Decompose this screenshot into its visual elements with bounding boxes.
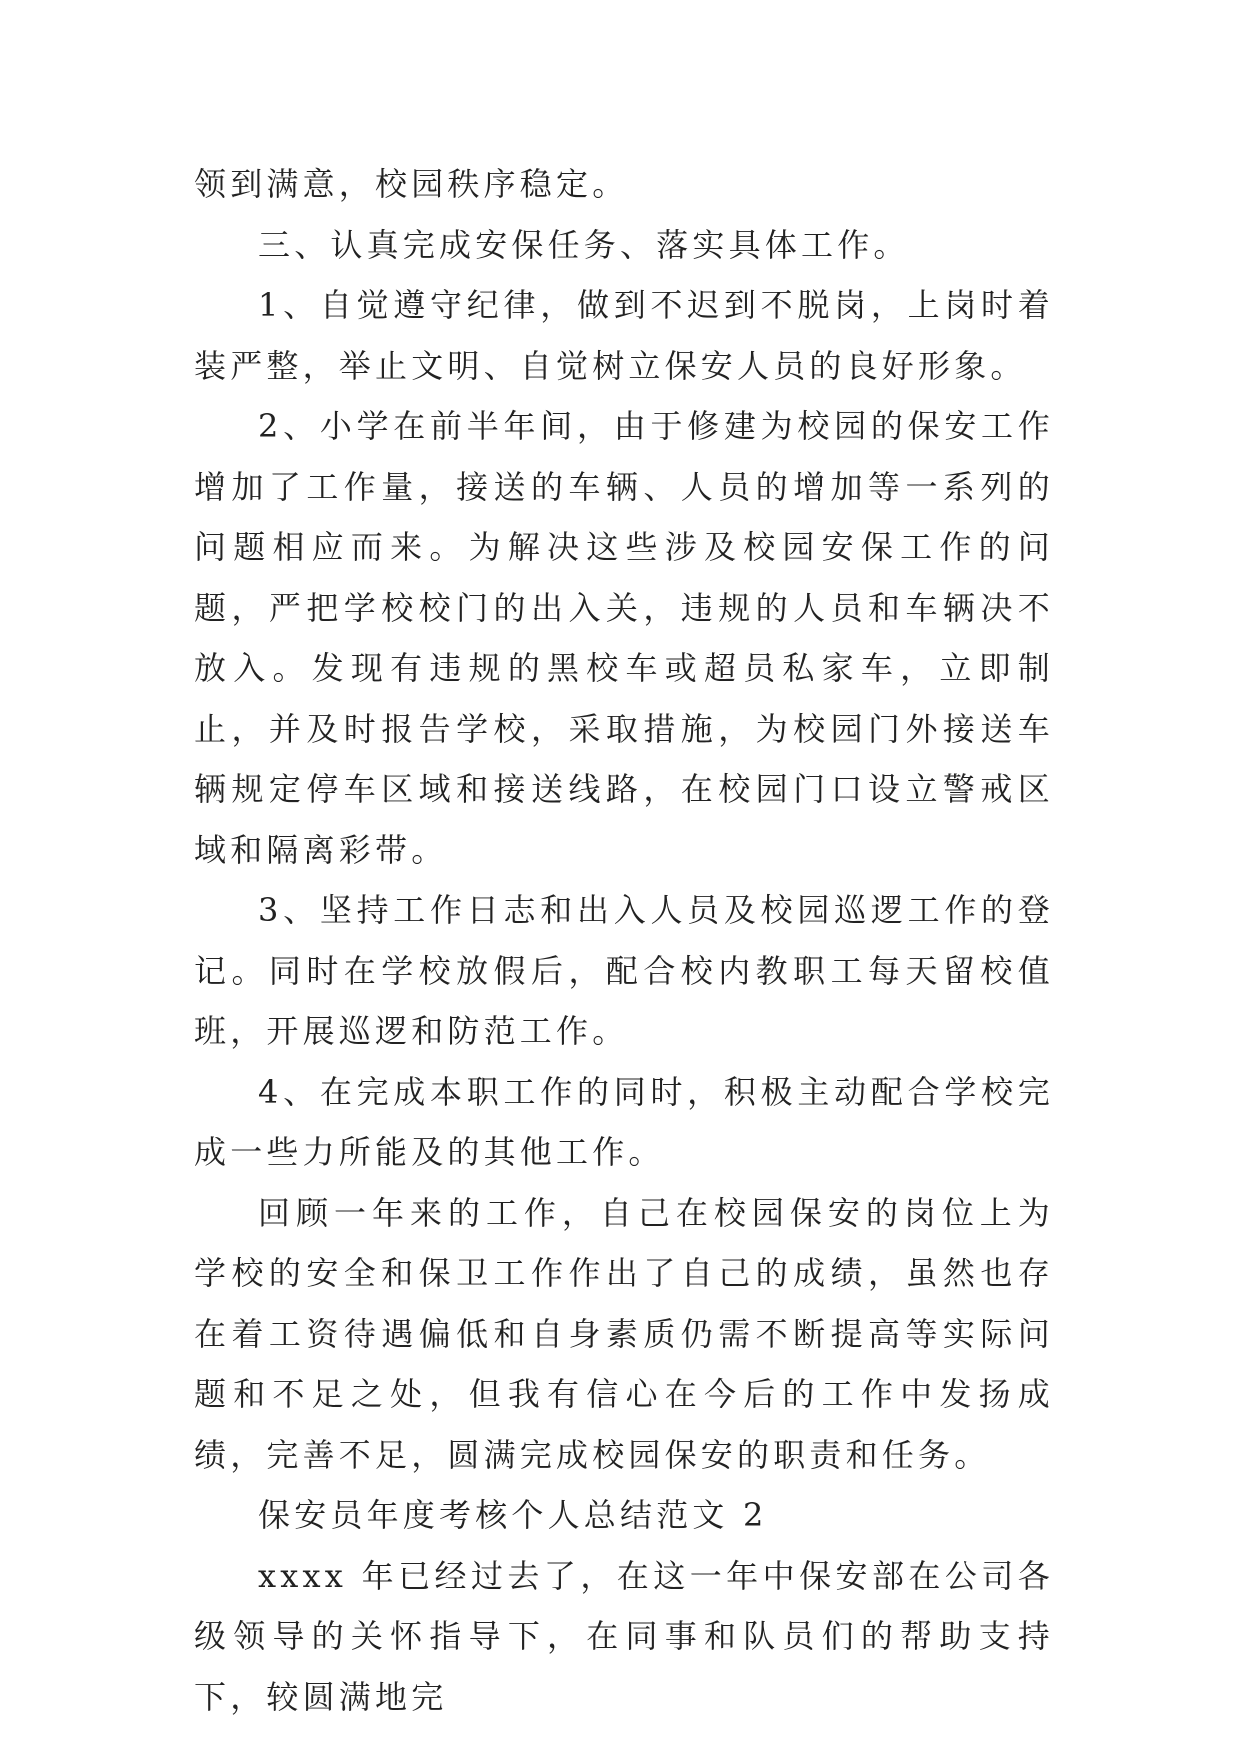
- paragraph-review: 回顾一年来的工作，自己在校园保安的岗位上为学校的安全和保卫工作作出了自己的成绩，虽然也存在着工资待遇偏低和自身素质仍需不断提高等实际问题和不足之处，但我有信心在今后的工作中发扬成绩，完善不足，圆满完成校园保安的职责和任务。: [194, 1193, 1054, 1474]
- paragraph-item-1: 1、自觉遵守纪律，做到不迟到不脱岗，上岗时着装严整，举止文明、自觉树立保安人员的良好形象。: [194, 286, 1054, 385]
- paragraph-item-2: 2、小学在前半年间，由于修建为校园的保安工作增加了工作量，接送的车辆、人员的增加等一系列的问题相应而来。为解决这些涉及校园安保工作的问题，严把学校校门的出入关，违规的人员和车辆决不放入。发现有违规的黑校车或超员私家车，立即制止，并及时报告学校，采取措施，为校园门外接送车辆规定停车区域和接送线路，在校园门口设立警戒区域和隔离彩带。: [194, 407, 1054, 869]
- paragraph-intro-2: xxxx 年已经过去了，在这一年中保安部在公司各级领导的关怀指导下，在同事和队员们的帮助支持下，较圆满地完: [194, 1556, 1054, 1716]
- paragraph-item-4: 4、在完成本职工作的同时，积极主动配合学校完成一些力所能及的其他工作。: [194, 1072, 1054, 1171]
- article-title-2: 保安员年度考核个人总结范文 2: [258, 1496, 768, 1534]
- paragraph-continuation: 领到满意，校园秩序稳定。: [194, 165, 629, 203]
- section-heading-3: 三、认真完成安保任务、落实具体工作。: [258, 225, 910, 264]
- paragraph-item-3: 3、坚持工作日志和出入人员及校园巡逻工作的登记。同时在学校放假后，配合校内教职工每天留校值班，开展巡逻和防范工作。: [194, 891, 1054, 1050]
- document-body: [194, 154, 1054, 1727]
